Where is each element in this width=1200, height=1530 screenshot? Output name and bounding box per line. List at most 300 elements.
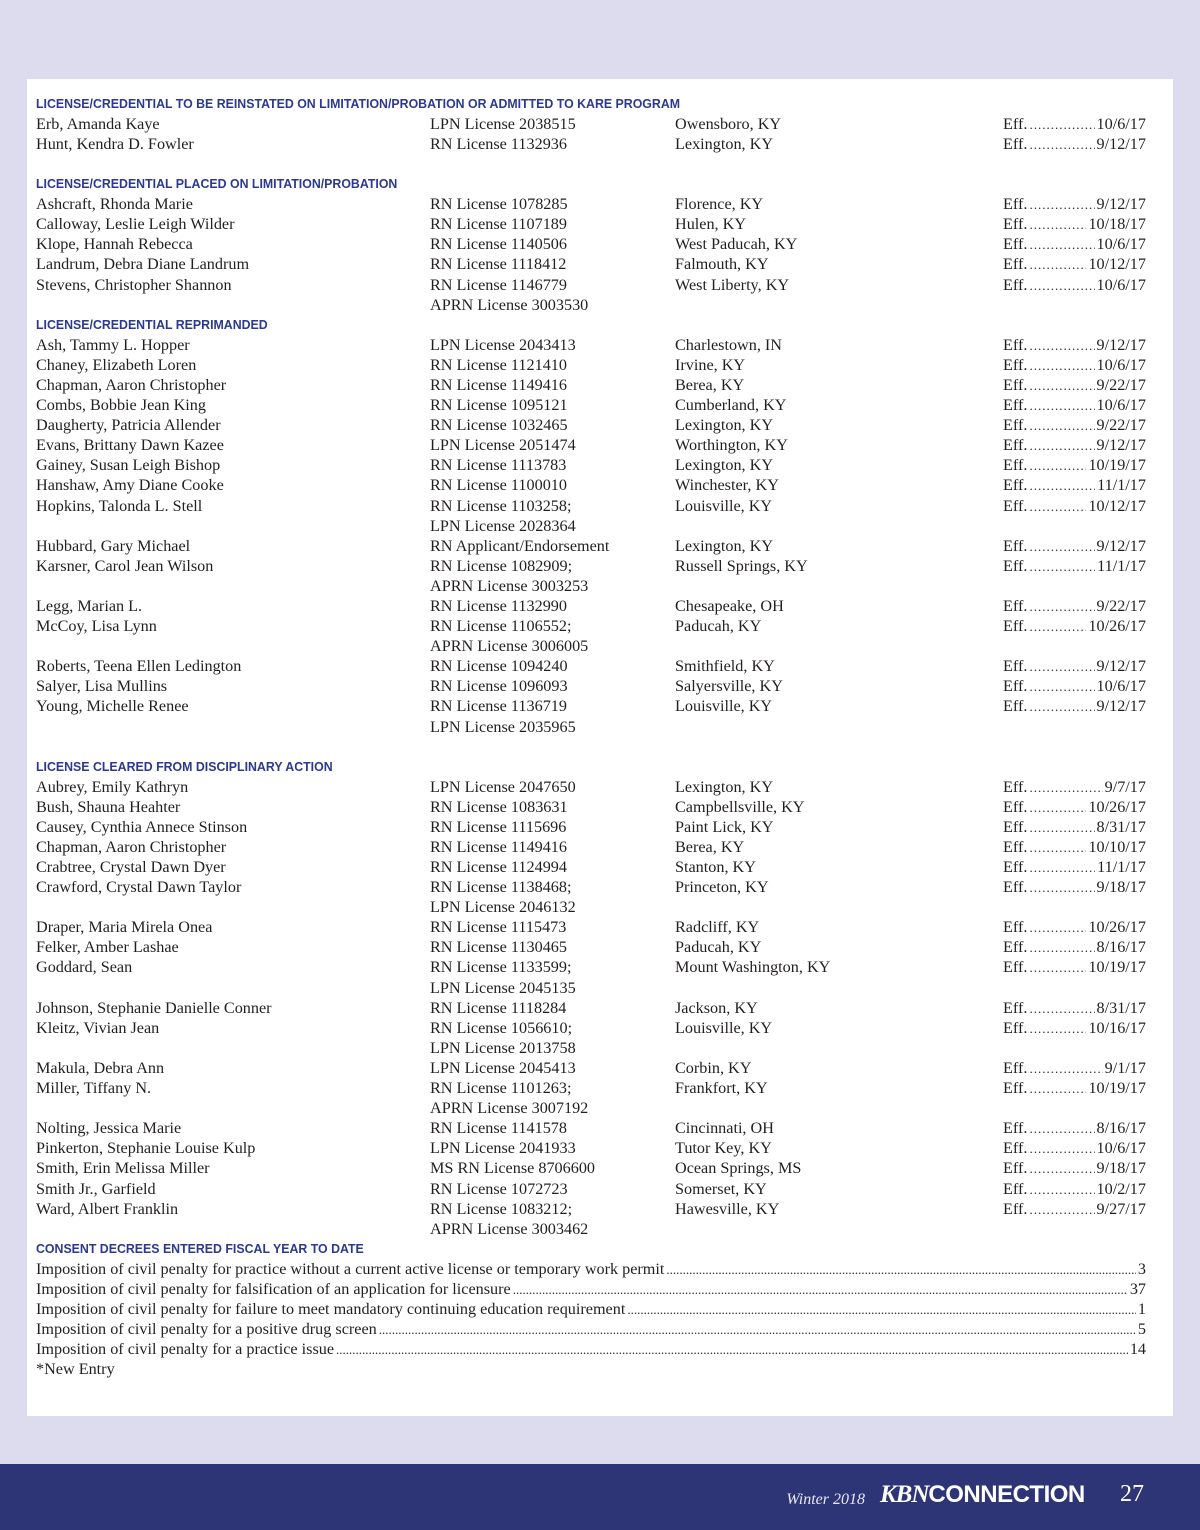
date-value: 9/18/17 (1096, 1159, 1146, 1178)
effective-date (1003, 1199, 1146, 1220)
effective-date (1003, 656, 1146, 677)
licensee-city: Paint Lick, KY (675, 817, 774, 836)
table-row (36, 1098, 1146, 1118)
table-row (36, 1158, 1146, 1178)
table-row (36, 1078, 1146, 1098)
date-value: 10/6/17 (1096, 1139, 1146, 1158)
dot-leader (1029, 616, 1086, 637)
consent-decree-item (36, 1319, 1146, 1339)
licensee-city: Campbellsville, KY (675, 797, 805, 816)
eff-label: Eff. (1003, 215, 1028, 234)
table-row (36, 998, 1146, 1018)
effective-date (1003, 676, 1146, 697)
eff-label: Eff. (1003, 536, 1028, 555)
new-entry-note: *New Entry (36, 1360, 115, 1379)
license-number: RN License 1113783 (430, 456, 567, 475)
table-row (36, 1038, 1146, 1058)
license-number: RN License 1118412 (430, 255, 567, 274)
date-value: 9/22/17 (1096, 416, 1146, 435)
consent-decree-item (36, 1259, 1146, 1279)
eff-label: Eff. (1003, 496, 1028, 515)
eff-label: Eff. (1003, 998, 1028, 1017)
dot-leader (1029, 496, 1086, 517)
effective-date (1003, 1018, 1146, 1039)
effective-date (1003, 455, 1146, 476)
licensee-name: Causey, Cynthia Annece Stinson (36, 817, 248, 836)
licensee-city: Florence, KY (675, 195, 764, 214)
licensee-name: Legg, Marian L. (36, 596, 143, 615)
eff-label: Eff. (1003, 817, 1028, 836)
date-value: 9/12/17 (1096, 335, 1146, 354)
effective-date (1003, 194, 1146, 215)
license-number: LPN License 2013758 (430, 1038, 576, 1057)
licensee-city: Louisville, KY (675, 496, 773, 515)
effective-date (1003, 1158, 1146, 1179)
effective-date (1003, 335, 1146, 356)
licensee-name: Crabtree, Crystal Dawn Dyer (36, 858, 226, 876)
license-number: RN License 1115696 (430, 817, 567, 836)
licensee-name: Kleitz, Vivian Jean (36, 1018, 160, 1037)
license-number: LPN License 2051474 (430, 436, 576, 455)
table-row (36, 877, 1146, 897)
eff-label: Eff. (1003, 1199, 1028, 1218)
eff-label: Eff. (1003, 436, 1028, 455)
dot-leader (627, 1299, 1136, 1320)
effective-date (1003, 1058, 1146, 1079)
license-number: LPN License 2041933 (430, 1139, 576, 1158)
table-row (36, 516, 1146, 536)
licensee-city: Berea, KY (675, 375, 745, 394)
license-number: APRN License 3003530 (430, 295, 589, 314)
date-value: 10/6/17 (1096, 275, 1146, 294)
licensee-city: Radcliff, KY (675, 918, 760, 937)
logo-kbn: KBN (880, 1481, 929, 1508)
section-heading: LICENSE/CREDENTIAL REPRIMANDED (36, 316, 268, 332)
dot-leader (1029, 114, 1094, 135)
licensee-city: Paducah, KY (675, 617, 762, 636)
license-number: RN License 1101263; (430, 1079, 572, 1098)
table-row (36, 455, 1146, 475)
license-number: LPN License 2043413 (430, 335, 576, 354)
table-row (36, 254, 1146, 274)
license-number: RN License 1096093 (430, 677, 568, 696)
dot-leader (1029, 536, 1094, 557)
licensee-name: Roberts, Teena Ellen Ledington (36, 657, 242, 676)
licensee-name: Chapman, Aaron Christopher (36, 375, 227, 394)
licensee-city: West Paducah, KY (675, 235, 798, 254)
licensee-city: Salyersville, KY (675, 677, 783, 696)
licensee-name: Karsner, Carol Jean Wilson (36, 556, 214, 575)
table-row (36, 837, 1146, 857)
dot-leader (1029, 797, 1086, 818)
dot-leader (1029, 1078, 1086, 1099)
eff-label: Eff. (1003, 556, 1028, 575)
section-heading: CONSENT DECREES ENTERED FISCAL YEAR TO DATE (36, 1240, 364, 1256)
license-number: RN License 1078285 (430, 195, 568, 214)
licensee-name: Pinkerton, Stephanie Louise Kulp (36, 1139, 256, 1158)
licensee-name: Makula, Debra Ann (36, 1058, 165, 1077)
section-spacer (36, 737, 1146, 757)
licensee-city: Chesapeake, OH (675, 596, 784, 615)
table-row (36, 696, 1146, 716)
licensee-city: Stanton, KY (675, 858, 756, 876)
date-value: 9/22/17 (1096, 596, 1146, 615)
licensee-city: Lexington, KY (675, 456, 774, 475)
license-number: RN License 1056610; (430, 1018, 573, 1037)
effective-date (1003, 275, 1146, 296)
dot-leader (379, 1319, 1136, 1340)
licensee-name: Hopkins, Talonda L. Stell (36, 496, 203, 515)
table-row (36, 375, 1146, 395)
license-number: RN License 1132990 (430, 596, 567, 615)
dot-leader (1029, 817, 1094, 838)
licensee-city: Lexington, KY (675, 416, 774, 435)
dot-leader (1029, 556, 1095, 577)
licensee-city: Russell Springs, KY (675, 556, 808, 575)
table-row (36, 616, 1146, 636)
dot-leader (1029, 1158, 1094, 1179)
table-row (36, 957, 1146, 977)
licensee-name: Hubbard, Gary Michael (36, 536, 191, 555)
table-row (36, 596, 1146, 616)
table-row (36, 576, 1146, 596)
table-row (36, 1118, 1146, 1138)
license-number: RN Applicant/Endorsement (430, 536, 610, 555)
effective-date (1003, 1138, 1146, 1159)
effective-date (1003, 475, 1146, 496)
table-row (36, 355, 1146, 375)
consent-decree-text: Imposition of civil penalty for practice without a current active license or temporary work permit (36, 1259, 665, 1278)
licensee-name: Smith, Erin Melissa Miller (36, 1159, 210, 1178)
consent-decree-item (36, 1339, 1146, 1359)
license-number: RN License 1032465 (430, 416, 568, 435)
dot-leader (1029, 957, 1086, 978)
license-number: RN License 1138468; (430, 878, 572, 897)
consent-decree-item (36, 1299, 1146, 1319)
license-number: LPN License 2038515 (430, 115, 576, 133)
page-number: 27 (1120, 1481, 1144, 1507)
consent-decree-count: 37 (1129, 1279, 1146, 1298)
dot-leader (1029, 696, 1094, 717)
licensee-name: Draper, Maria Mirela Onea (36, 918, 213, 937)
date-value: 10/16/17 (1088, 1018, 1146, 1037)
licensee-city: Lexington, KY (675, 536, 774, 555)
dot-leader (1029, 395, 1094, 416)
eff-label: Eff. (1003, 275, 1028, 294)
licensee-city: Irvine, KY (675, 355, 746, 374)
licensee-name: Stevens, Christopher Shannon (36, 275, 232, 294)
table-row (36, 1199, 1146, 1219)
table-row (36, 194, 1146, 214)
dot-leader (1029, 1199, 1094, 1220)
table-row (36, 536, 1146, 556)
dot-leader (1029, 375, 1094, 396)
date-value: 9/12/17 (1096, 436, 1146, 455)
date-value: 10/18/17 (1088, 215, 1146, 234)
consent-decree-count: 1 (1137, 1299, 1146, 1318)
licensee-name: Ash, Tammy L. Hopper (36, 335, 190, 354)
eff-label: Eff. (1003, 416, 1028, 435)
dot-leader (1029, 656, 1094, 677)
table-row (36, 817, 1146, 837)
table-row (36, 275, 1146, 295)
license-number: RN License 1072723 (430, 1179, 568, 1198)
table-row (36, 496, 1146, 516)
licensee-name: Daugherty, Patricia Allender (36, 416, 221, 435)
table-row (36, 1018, 1146, 1038)
date-value: 8/31/17 (1096, 817, 1146, 836)
effective-date (1003, 596, 1146, 617)
date-value: 9/12/17 (1096, 536, 1146, 555)
eff-label: Eff. (1003, 115, 1028, 133)
date-value: 10/26/17 (1088, 617, 1146, 636)
date-value: 9/18/17 (1096, 878, 1146, 897)
licensee-city: Cumberland, KY (675, 396, 787, 415)
date-value: 8/31/17 (1096, 998, 1146, 1017)
license-number: LPN License 2047650 (430, 777, 576, 796)
table-row (36, 214, 1146, 234)
date-value: 10/2/17 (1096, 1179, 1146, 1198)
license-number: RN License 1132936 (430, 135, 567, 154)
table-row (36, 636, 1146, 656)
license-number: RN License 1140506 (430, 235, 567, 254)
licensee-name: Goddard, Sean (36, 958, 133, 977)
licensee-name: Felker, Amber Lashae (36, 938, 179, 957)
table-row (36, 857, 1146, 877)
table-row (36, 978, 1146, 998)
dot-leader (1029, 134, 1094, 155)
eff-label: Eff. (1003, 1018, 1028, 1037)
licensee-city: Charlestown, IN (675, 335, 782, 354)
table-row (36, 335, 1146, 355)
effective-date (1003, 696, 1146, 717)
license-number: RN License 1141578 (430, 1119, 567, 1138)
date-value: 8/16/17 (1096, 938, 1146, 957)
dot-leader (336, 1339, 1128, 1360)
disciplinary-listing (36, 94, 1146, 1379)
license-number: RN License 1115473 (430, 918, 567, 937)
dot-leader (1029, 676, 1094, 697)
date-value: 8/16/17 (1096, 1119, 1146, 1138)
date-value: 10/26/17 (1088, 918, 1146, 937)
eff-label: Eff. (1003, 396, 1028, 415)
eff-label: Eff. (1003, 837, 1028, 856)
effective-date (1003, 817, 1146, 838)
table-row (36, 656, 1146, 676)
table-row (36, 415, 1146, 435)
eff-label: Eff. (1003, 375, 1028, 394)
licensee-name: Erb, Amanda Kaye (36, 115, 160, 133)
table-row (36, 475, 1146, 495)
effective-date (1003, 496, 1146, 517)
effective-date (1003, 777, 1146, 798)
eff-label: Eff. (1003, 456, 1028, 475)
dot-leader (1029, 234, 1094, 255)
effective-date (1003, 375, 1146, 396)
table-row (36, 234, 1146, 254)
licensee-city: Hawesville, KY (675, 1199, 780, 1218)
date-value: 10/10/17 (1088, 837, 1146, 856)
licensee-city: Corbin, KY (675, 1058, 752, 1077)
eff-label: Eff. (1003, 697, 1028, 716)
consent-decree-text: Imposition of civil penalty for a practice issue (36, 1340, 335, 1359)
licensee-name: Aubrey, Emily Kathryn (36, 777, 189, 796)
eff-label: Eff. (1003, 677, 1028, 696)
effective-date (1003, 877, 1146, 898)
dot-leader (1029, 275, 1094, 296)
license-number: LPN License 2046132 (430, 898, 576, 917)
date-value: 9/1/17 (1104, 1058, 1146, 1077)
date-value: 9/12/17 (1096, 657, 1146, 676)
eff-label: Eff. (1003, 878, 1028, 897)
dot-leader (1029, 596, 1094, 617)
effective-date (1003, 1078, 1146, 1099)
table-row (36, 897, 1146, 917)
dot-leader (1029, 214, 1086, 235)
license-number: MS RN License 8706600 (430, 1159, 596, 1178)
date-value: 9/22/17 (1096, 375, 1146, 394)
license-number: LPN License 2028364 (430, 516, 576, 535)
eff-label: Eff. (1003, 958, 1028, 977)
date-value: 10/19/17 (1088, 958, 1146, 977)
table-row (36, 114, 1146, 134)
table-row (36, 937, 1146, 957)
dot-leader (1029, 335, 1094, 356)
effective-date (1003, 214, 1146, 235)
license-number: APRN License 3006005 (430, 637, 589, 656)
table-row (36, 295, 1146, 315)
license-number: RN License 1118284 (430, 998, 567, 1017)
license-number: RN License 1149416 (430, 837, 567, 856)
table-row (36, 777, 1146, 797)
date-value: 9/7/17 (1104, 777, 1146, 796)
section-heading: LICENSE/CREDENTIAL TO BE REINSTATED ON LIMITATION/PROBATION OR ADMITTED TO KARE PROGRAM (36, 96, 681, 111)
licensee-name: Gainey, Susan Leigh Bishop (36, 456, 221, 475)
date-value: 10/12/17 (1088, 255, 1146, 274)
date-value: 9/27/17 (1096, 1199, 1146, 1218)
licensee-city: Frankfort, KY (675, 1079, 768, 1098)
licensee-city: West Liberty, KY (675, 275, 790, 294)
table-row (36, 1179, 1146, 1199)
dot-leader (1029, 355, 1094, 376)
eff-label: Eff. (1003, 235, 1028, 254)
eff-label: Eff. (1003, 1119, 1028, 1138)
effective-date (1003, 797, 1146, 818)
table-row (36, 134, 1146, 154)
table-row (36, 917, 1146, 937)
dot-leader (1029, 937, 1094, 958)
date-value: 9/12/17 (1096, 135, 1146, 154)
effective-date (1003, 937, 1146, 958)
license-number: RN License 1124994 (430, 858, 567, 876)
licensee-city: Worthington, KY (675, 436, 788, 455)
licensee-city: Paducah, KY (675, 938, 762, 957)
licensee-city: Lexington, KY (675, 777, 774, 796)
licensee-name: Young, Michelle Renee (36, 697, 189, 716)
table-row (36, 717, 1146, 737)
license-number: RN License 1106552; (430, 617, 572, 636)
eff-label: Eff. (1003, 797, 1028, 816)
date-value: 10/6/17 (1096, 355, 1146, 374)
eff-label: Eff. (1003, 858, 1028, 876)
consent-decree-text: Imposition of civil penalty for a positive drug screen (36, 1320, 377, 1339)
issue-season: Winter 2018 (786, 1491, 865, 1508)
date-value: 9/12/17 (1096, 697, 1146, 716)
licensee-city: Winchester, KY (675, 476, 779, 495)
effective-date (1003, 556, 1146, 577)
effective-date (1003, 355, 1146, 376)
effective-date (1003, 234, 1146, 255)
license-number: LPN License 2045413 (430, 1058, 576, 1077)
license-number: RN License 1103258; (430, 496, 572, 515)
effective-date (1003, 254, 1146, 275)
section-heading: LICENSE/CREDENTIAL PLACED ON LIMITATION/PROBATION (36, 176, 398, 192)
effective-date (1003, 1179, 1146, 1200)
effective-date (1003, 917, 1146, 938)
licensee-city: Hulen, KY (675, 215, 747, 234)
eff-label: Eff. (1003, 1079, 1028, 1098)
dot-leader (1029, 1138, 1094, 1159)
consent-decree-text: Imposition of civil penalty for failure to meet mandatory continuing education requirement (36, 1299, 626, 1318)
licensee-name: Johnson, Stephanie Danielle Conner (36, 998, 272, 1017)
dot-leader (1029, 1179, 1094, 1200)
dot-leader (1029, 917, 1086, 938)
consent-decree-text: Imposition of civil penalty for falsification of an application for licensure (36, 1279, 511, 1298)
licensee-name: Bush, Shauna Heahter (36, 797, 181, 816)
license-number: APRN License 3003253 (430, 576, 589, 595)
table-row (36, 556, 1146, 576)
license-number: RN License 1130465 (430, 938, 567, 957)
licensee-city: Louisville, KY (675, 1018, 773, 1037)
consent-decree-count: 3 (1137, 1259, 1146, 1278)
eff-label: Eff. (1003, 1159, 1028, 1178)
license-number: LPN License 2045135 (430, 978, 576, 997)
licensee-name: Crawford, Crystal Dawn Taylor (36, 878, 242, 897)
effective-date (1003, 998, 1146, 1019)
eff-label: Eff. (1003, 195, 1028, 214)
license-number: RN License 1095121 (430, 396, 568, 415)
effective-date (1003, 837, 1146, 858)
date-value: 10/6/17 (1096, 396, 1146, 415)
eff-label: Eff. (1003, 938, 1028, 957)
table-row (36, 1058, 1146, 1078)
date-value: 11/1/17 (1097, 476, 1146, 495)
licensee-city: Tutor Key, KY (675, 1139, 772, 1158)
date-value: 9/12/17 (1096, 195, 1146, 214)
effective-date (1003, 1118, 1146, 1139)
eff-label: Eff. (1003, 1139, 1028, 1158)
date-value: 10/12/17 (1088, 496, 1146, 515)
eff-label: Eff. (1003, 657, 1028, 676)
eff-label: Eff. (1003, 135, 1028, 154)
consent-decree-item (36, 1279, 1146, 1299)
licensee-name: Combs, Bobbie Jean King (36, 396, 206, 415)
effective-date (1003, 395, 1146, 416)
licensee-name: Ashcraft, Rhonda Marie (36, 195, 193, 214)
licensee-name: Landrum, Debra Diane Landrum (36, 255, 250, 274)
licensee-city: Smithfield, KY (675, 657, 775, 676)
eff-label: Eff. (1003, 777, 1028, 796)
date-value: 10/19/17 (1088, 1079, 1146, 1098)
dot-leader (513, 1279, 1128, 1300)
table-row (36, 395, 1146, 415)
date-value: 10/26/17 (1088, 797, 1146, 816)
dot-leader (1029, 1118, 1094, 1139)
license-number: RN License 1149416 (430, 375, 567, 394)
effective-date (1003, 415, 1146, 436)
eff-label: Eff. (1003, 918, 1028, 937)
licensee-name: Miller, Tiffany N. (36, 1079, 152, 1098)
